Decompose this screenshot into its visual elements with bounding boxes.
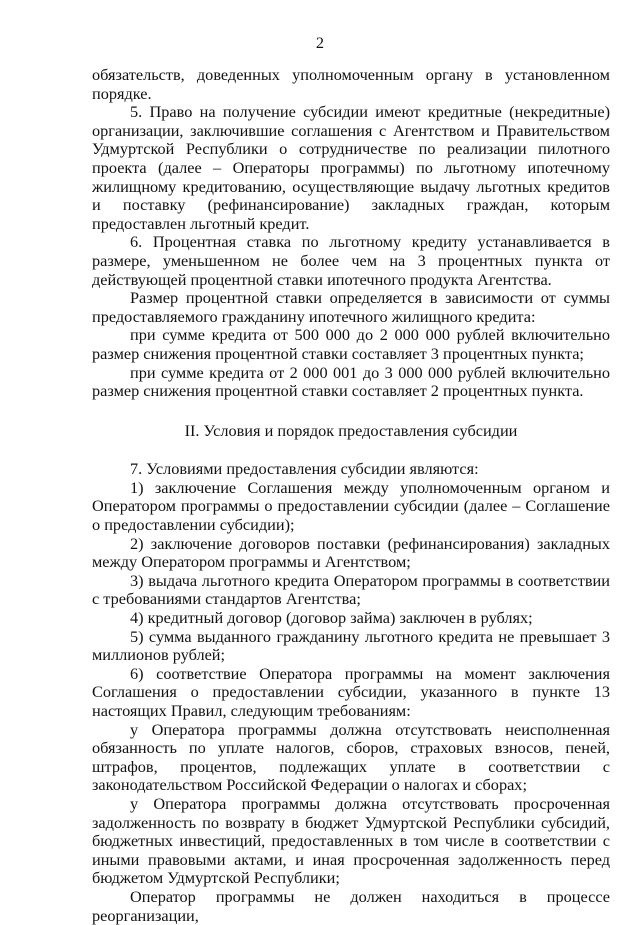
paragraph: 5. Право на получение субсидии имеют кредитные (некредитные) организации, заключившие соглашения с Агентством и Правительством Удмуртской Республики о сотрудничестве по реализации пилотного проекта (далее – Операторы программы) по льготному ипотечному жилищному кредитованию, осуществляющие выдачу льготных кредитов и поставку (рефинансирование) закладных граждан, которым предоставлен льготный кредит. [92,102,610,233]
paragraph: 1) заключение Соглашения между уполномоченным органом и Оператором программы о предоставлении субсидии (далее – Соглашение о предоставлении субсидии); [92,477,610,535]
paragraph: 7. Условиями предоставления субсидии являются: [130,459,479,479]
paragraphs-before-heading [92,66,610,401]
paragraph: 5) сумма выданного гражданину льготного кредита не превышает 3 миллионов рублей; [92,626,610,665]
paragraph: при сумме кредита от 2 000 001 до 3 000 000 рублей включительно размер снижения процентной ставки составляет 2 процентных пункта. [92,362,610,401]
paragraph: Размер процентной ставки определяется в зависимости от суммы предоставляемого гражданину ипотечного жилищного кредита: [92,288,610,326]
paragraph: 6) соответствие Оператора программы на момент заключения Соглашения о предоставлении субсидии, указанного в пункте 13 настоящих Правил, следующим требованиям: [92,663,610,720]
section-heading: II. Условия и порядок предоставления субсидии [184,420,518,440]
paragraph: 3) выдача льготного кредита Оператором программы в соответствии с требованиями стандартов Агентства; [92,570,610,609]
document-body [92,66,610,925]
paragraphs-after-heading [92,460,610,925]
paragraph: у Оператора программы должна отсутствовать неисполненная обязанность по уплате налогов, сборов, страховых взносов, пеней, штрафов, процентов, подлежащих уплате в соответствии с законодательством Российской Федерации о налогах и сборах; [92,719,610,795]
paragraph: Оператор программы не должен находиться в процессе реорганизации, [92,886,610,925]
paragraph: 4) кредитный договор (договор займа) заключен в рублях; [130,608,533,628]
page-number: 2 [315,33,325,52]
paragraph: у Оператора программы должна отсутствовать просроченная задолженность по возврату в бюджет Удмуртской Республики субсидий, бюджетных инвестиций, предоставленных в том числе в соответствии с иными правовыми актами, и иная просроченная задолженность перед бюджетом Удмуртской Республики; [92,793,610,888]
paragraph: 2) заключение договоров поставки (рефинансирования) закладных между Оператором программы и Агентством; [92,533,610,572]
paragraph: 6. Процентная ставка по льготному кредиту устанавливается в размере, уменьшенном не более чем на 3 процентных пункта от действующей процентной ставки ипотечного продукта Агентства. [92,232,610,289]
paragraph: обязательств, доведенных уполномоченным органу в установленном порядке. [92,65,610,103]
paragraph: при сумме кредита от 500 000 до 2 000 000 рублей включительно размер снижения процентной ставки составляет 3 процентных пункта; [92,325,610,363]
